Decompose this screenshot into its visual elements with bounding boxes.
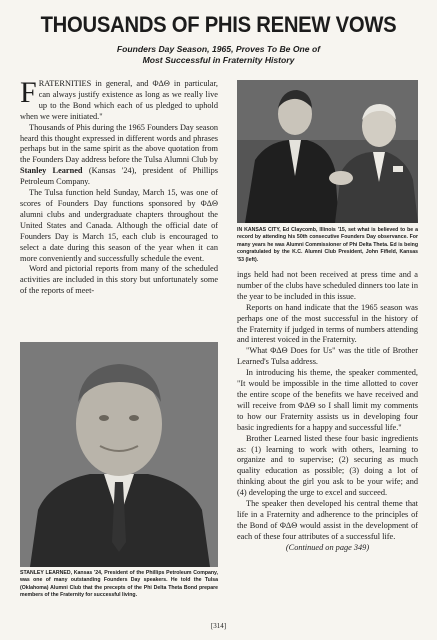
- paragraph-word-reports: Word and pictorial reports from many of the scheduled activities are included in this story but unfortunately some of the reports of meet-: [20, 264, 218, 296]
- caption-stanley-learned: STANLEY LEARNED, Kansas '24, President of the Phillips Petroleum Company, was one of many outstanding Founders Day speakers. He told the Tulsa (Oklahoma) Alumni Club that the precepts of the Phi Delta Theta Bond prepare members of the Fraternity for successful living.: [20, 570, 218, 599]
- headline: THOUSANDS OF PHIS RENEW VOWS: [40, 12, 397, 37]
- portrait-illustration: [20, 342, 218, 567]
- paragraph-four-ingredients: Brother Learned listed these four basic ingredients as: (1) learning to work with others, learning to organize and to supervise; (2) securing as much quality education as possible; (3) doing a lot of thinking about the girl you ask to be your wife; and (4) developing the urge to excel and succeed.: [237, 433, 418, 498]
- paragraph-central-theme: The speaker then developed his central theme that life in a Fraternity and adherence to the principles of the Bond of ΦΔΘ would assist in the development of each of these four attributes of a successful life.: [237, 499, 418, 541]
- paragraph-reports-on-hand: Reports on hand indicate that the 1965 season was perhaps one of the most successful in the history of the Fraternity if judged in terms of numbers attending and interest voiced in the Fraternity.: [237, 302, 418, 345]
- paragraph-thousands-pre: Thousands of Phis during the 1965 Founders Day season heard this thought expressed in different words and phrases perhaps but in the same spirit as the above quotation from the Founders Day address before the Tulsa Alumni Club by: [20, 122, 218, 165]
- kansas-city-illustration: [237, 80, 418, 223]
- paragraph-thousands-post: (Kansas '24), president of Phillips Petroleum Company.: [20, 166, 218, 187]
- paragraph-title-of-address: "What ΦΔΘ Does for Us" was the title of Brother Learned's Tulsa address.: [237, 346, 418, 367]
- intro-text: RATERNITIES in general, and ΦΔΘ in particular, can always justify existence as long as we really live up to the Bond which each of us pledged to uphold when we were initiated.": [20, 79, 218, 121]
- paragraph-thousands: [20, 123, 218, 188]
- intro-paragraph: [20, 76, 218, 123]
- drop-cap: F: [20, 76, 37, 109]
- caption-kansas-city: IN KANSAS CITY, Ed Claycomb, Illinois '15, set what is believed to be a record by attending his 50th consecutive Founders Day observance. For many years he was Alumni Commissioner of Phi Delta Theta. Ed is being congratulated by the K.C. Alumni Club President, John Fifield, Kansas '53 (left).: [237, 227, 418, 263]
- subhead: [40, 44, 397, 66]
- page-number: [314]: [210, 622, 227, 630]
- left-column: [20, 76, 218, 297]
- photo-kansas-city: [237, 80, 418, 223]
- paragraph-introducing-theme: In introducing his theme, the speaker commented, "It would be impossible in the time allotted to cover the entire scope of the benefits we have received and will receive from ΦΔΘ so I shall limit my comments to how our Fraternity assists us in developing four basic ingredients for a happy and successful life.": [237, 368, 418, 432]
- paragraph-meetings-held: ings held had not been received at press time and a number of the clubs have scheduled dinners too late in the year to be included in this issue.: [237, 270, 418, 301]
- paragraph-tulsa-function: The Tulsa function held Sunday, March 15, was one of scores of Founders Day functions sponsored by ΦΔΘ alumni clubs and undergraduate chapters throughout the United States and Canada. Although the official date of Founders Day is March 15, each club is encouraged to select a date during this season of the year when it can more conveniently and successfully schedule the event.: [20, 188, 218, 263]
- right-column: [237, 80, 418, 554]
- photo-stanley-learned: [20, 342, 218, 567]
- speaker-name: Stanley Learned: [20, 166, 83, 176]
- subhead-line-1: Founders Day Season, 1965, Proves To Be One of: [116, 44, 321, 54]
- continued-note: (Continued on page 349): [285, 542, 370, 552]
- subhead-line-2: Most Successful in Fraternity History: [142, 55, 295, 65]
